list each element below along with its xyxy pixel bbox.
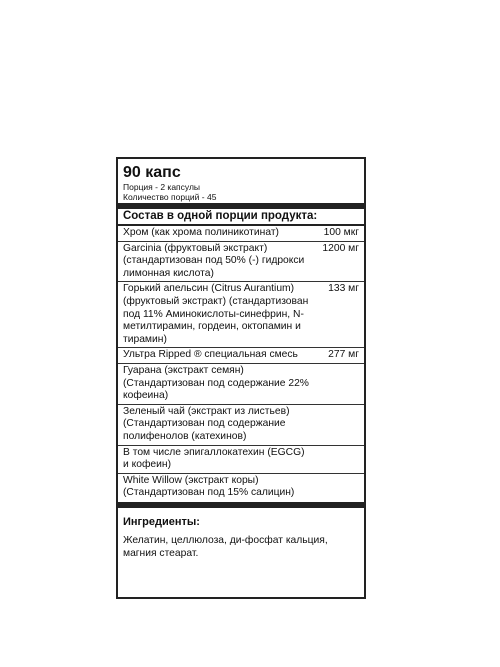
ingredient-name: Зеленый чай (экстракт из листьев) (Стандартизован под содержание полифенолов (катехинов): [123, 405, 290, 442]
ingredients-text: Желатин, целлюлоза, ди-фосфат кальция, магния стеарат.: [123, 534, 328, 559]
composition-row: [123, 226, 359, 241]
composition-row: [123, 474, 359, 501]
ingredient-name: Garcinia (фруктовый экстракт) (стандартизован под 50% (-) гидрокси лимонная кислота): [123, 242, 305, 279]
serving-size: Порция - 2 капсулы: [123, 182, 201, 192]
composition-header: Состав в одной порции продукта:: [123, 210, 318, 222]
ingredient-name: Ультра Ripped ® специальная смесь: [123, 349, 298, 361]
product-title: 90 капс: [123, 164, 181, 181]
composition-row: [123, 446, 359, 473]
thick-divider: [118, 502, 364, 508]
composition-row: [123, 348, 359, 363]
ingredient-amount: 100 мкг: [323, 227, 359, 238]
ingredients-title: Ингредиенты:: [123, 515, 200, 528]
composition-row: [123, 242, 359, 282]
ingredient-name: В том числе эпигаллокатехин (EGCG) и кофеин): [123, 446, 305, 471]
supplement-facts-label: [116, 157, 366, 599]
servings-count: Количество порций - 45: [123, 192, 217, 202]
ingredient-amount: 133 мг: [328, 283, 359, 295]
composition-row: [123, 405, 359, 445]
ingredient-name: White Willow (экстракт коры) (Стандартизован под 15% салицин): [123, 474, 295, 499]
composition-row: [123, 282, 359, 347]
ingredient-amount: 277 мг: [328, 349, 359, 361]
composition-row: [123, 364, 359, 404]
ingredient-name: Хром (как хрома полиникотинат): [123, 227, 279, 238]
ingredient-name: Горький апельсин (Citrus Aurantium) (фруктовый экстракт) (стандартизован под 11% Аминокислоты-синефрин, N-метилтирамин, гордеин, октопамин и тирамин): [123, 283, 309, 345]
ingredient-amount: 1200 мг: [322, 242, 359, 254]
ingredient-name: Гуарана (экстракт семян) (Стандартизован под содержание 22% кофеина): [123, 364, 309, 402]
